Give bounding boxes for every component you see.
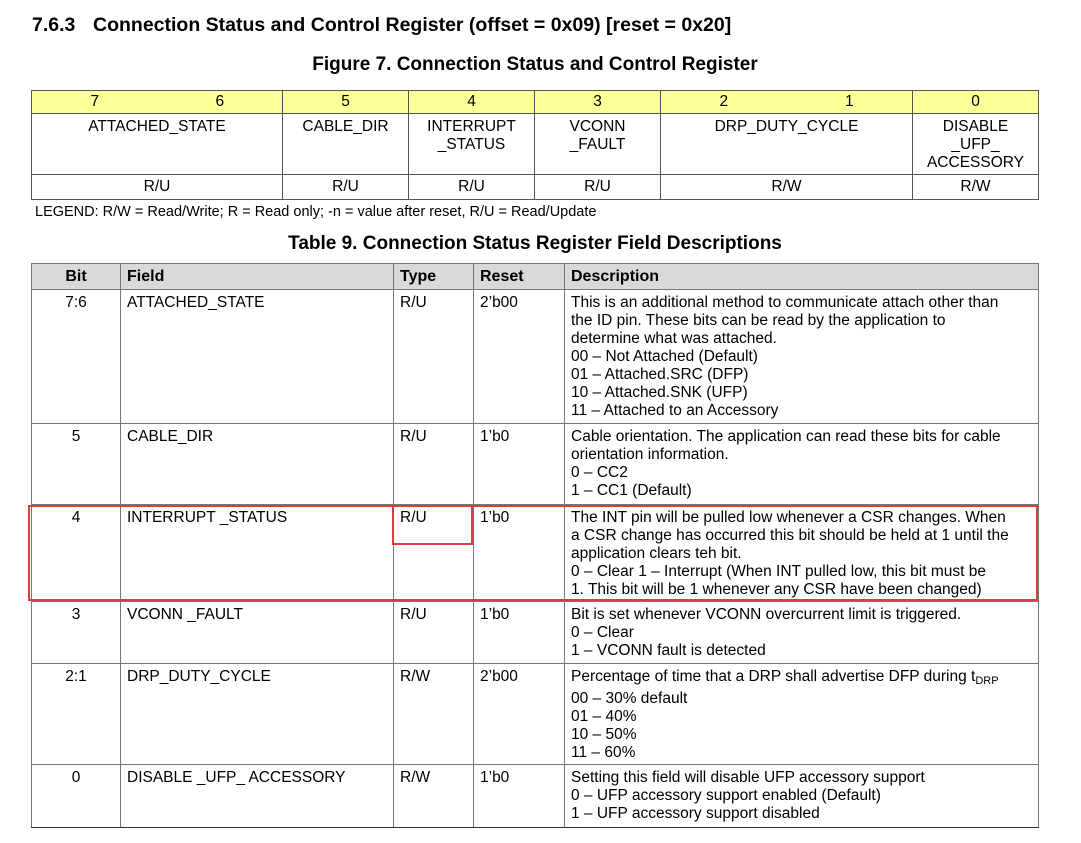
description-line: 10 – 50% [571,726,637,743]
description-line: orientation information. [571,446,729,463]
table-row [32,290,1039,424]
cell-reset: 1’b0 [474,505,565,602]
register-field-access: R/W [913,175,1039,200]
description-line: 00 – 30% default [571,690,688,707]
register-field-name: INTERRUPT _STATUS [409,114,535,175]
bit-number: 3 [535,91,661,114]
bit-number: 2 [661,91,787,114]
cell-reset: 1’b0 [474,602,565,664]
description-line: 0 – Clear 1 – Interrupt (When INT pulled low, this bit must be [571,563,986,580]
register-field-name: DISABLE _UFP_ ACCESSORY [913,114,1039,175]
table-header-row [32,264,1039,290]
cell-type: R/W [394,765,474,828]
table-row [32,765,1039,828]
cell-description [565,290,1039,424]
description-text: Percentage of time that a DRP shall advertise DFP during t [571,668,976,685]
register-access-row [32,175,1039,200]
description-line: 1 – VCONN fault is detected [571,642,766,659]
description-line: 11 – Attached to an Accessory [571,402,779,419]
description-line: application clears teh bit. [571,545,742,562]
field-description-table [31,263,1039,828]
cell-description [565,424,1039,505]
register-field-row [32,114,1039,175]
cell-field: VCONN _FAULT [121,602,394,664]
cell-type: R/U [394,424,474,505]
bit-number: 1 [787,91,913,114]
description-line: 1. This bit will be 1 whenever any CSR have been changed) [571,581,982,598]
description-line: 10 – Attached.SNK (UFP) [571,384,748,401]
register-field-name: ATTACHED_STATE [32,114,283,175]
cell-bit: 2:1 [32,664,121,765]
section-heading [32,14,731,37]
cell-description [565,505,1039,602]
cell-field: CABLE_DIR [121,424,394,505]
description-line: The INT pin will be pulled low whenever a CSR changes. When [571,509,1006,526]
register-figure [31,90,1039,200]
column-header-bit: Bit [32,264,121,290]
section-number: 7.6.3 [32,14,76,36]
cell-description [565,602,1039,664]
bit-number: 5 [283,91,409,114]
description-line: 0 – UFP accessory support enabled (Default) [571,787,881,804]
description-line: 1 – UFP accessory support disabled [571,805,820,822]
table-row [32,664,1039,765]
cell-bit: 5 [32,424,121,505]
cell-bit: 7:6 [32,290,121,424]
register-field-access: R/U [32,175,283,200]
cell-description [565,765,1039,828]
cell-bit: 4 [32,505,121,602]
table-row [32,602,1039,664]
cell-field: ATTACHED_STATE [121,290,394,424]
column-header-type: Type [394,264,474,290]
cell-description [565,664,1039,765]
register-field-access: R/U [409,175,535,200]
table-caption: Table 9. Connection Status Register Field Descriptions [288,233,782,254]
cell-bit: 3 [32,602,121,664]
register-field-access: R/U [535,175,661,200]
cell-field: DISABLE _UFP_ ACCESSORY [121,765,394,828]
description-line: Cable orientation. The application can read these bits for cable [571,428,1001,445]
description-line: This is an additional method to communicate attach other than [571,294,999,311]
description-line: 01 – Attached.SRC (DFP) [571,366,749,383]
register-field-access: R/U [283,175,409,200]
register-field-name: VCONN _FAULT [535,114,661,175]
bit-number: 6 [158,91,283,114]
description-line: 11 – 60% [571,744,636,761]
register-field-access: R/W [661,175,913,200]
column-header-field: Field [121,264,394,290]
cell-type: R/U [394,505,474,602]
description-line: Bit is set whenever VCONN overcurrent limit is triggered. [571,606,962,623]
register-field-name: CABLE_DIR [283,114,409,175]
column-header-description: Description [565,264,1039,290]
description-subscript: DRP [975,675,999,687]
description-line: 0 – CC2 [571,464,628,481]
description-line: a CSR change has occurred this bit should be held at 1 until the [571,527,1009,544]
description-line: 00 – Not Attached (Default) [571,348,758,365]
description-line: determine what was attached. [571,330,777,347]
description-line [571,668,1032,690]
register-legend: LEGEND: R/W = Read/Write; R = Read only; -n = value after reset, R/U = Read/Update [35,204,597,220]
cell-type: R/U [394,602,474,664]
bit-number: 0 [913,91,1039,114]
cell-field: DRP_DUTY_CYCLE [121,664,394,765]
cell-reset: 1’b0 [474,765,565,828]
cell-reset: 2’b00 [474,664,565,765]
cell-reset: 2’b00 [474,290,565,424]
description-line: the ID pin. These bits can be read by the application to [571,312,946,329]
description-line: 1 – CC1 (Default) [571,482,692,499]
description-line: 0 – Clear [571,624,634,641]
table-row [32,424,1039,505]
cell-bit: 0 [32,765,121,828]
description-line: 01 – 40% [571,708,637,725]
column-header-reset: Reset [474,264,565,290]
figure-caption: Figure 7. Connection Status and Control Register [312,54,758,75]
cell-field: INTERRUPT _STATUS [121,505,394,602]
bit-number: 7 [32,91,158,114]
description-line: Setting this field will disable UFP accessory support [571,769,925,786]
cell-type: R/W [394,664,474,765]
bit-number: 4 [409,91,535,114]
cell-type: R/U [394,290,474,424]
register-bit-row [32,91,1039,114]
section-title-text: Connection Status and Control Register (offset = 0x09) [reset = 0x20] [93,14,732,36]
cell-reset: 1’b0 [474,424,565,505]
table-row [32,505,1039,602]
register-field-name: DRP_DUTY_CYCLE [661,114,913,175]
